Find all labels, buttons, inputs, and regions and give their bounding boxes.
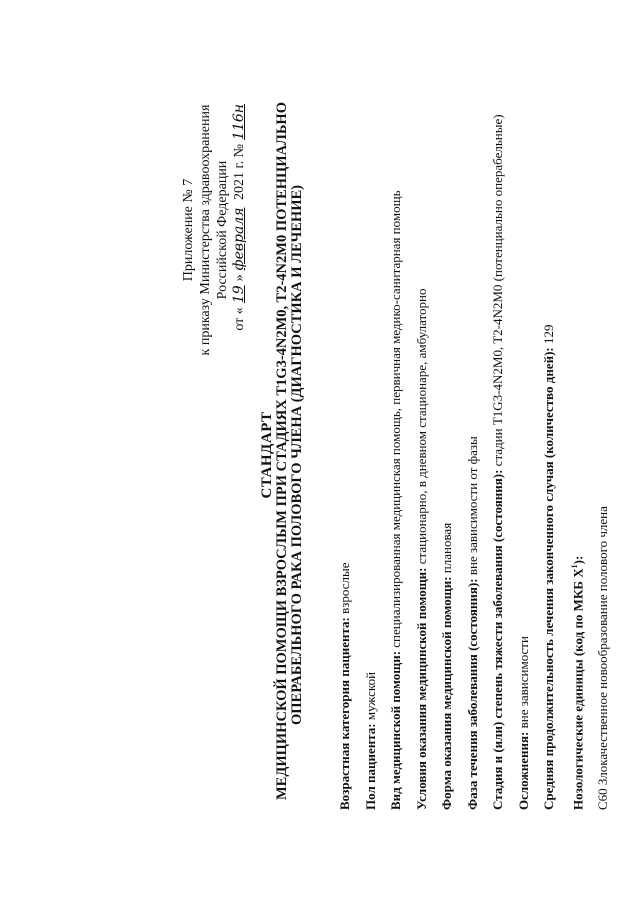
field-label: Средняя продолжительность лечения законченного случая (количество дней): — [541, 347, 556, 810]
icd-code-value: C60 Злокачественное новообразование полового члена — [595, 506, 611, 810]
order-date-line — [231, 100, 248, 360]
rotated-content — [150, 70, 611, 840]
field-label: Вид медицинской помощи: — [388, 650, 403, 810]
handwritten-month: февраля — [231, 207, 247, 271]
field-disease-stage — [485, 90, 511, 810]
field-value: специализированная медицинская помощь, первичная медико-санитарная помощь — [388, 190, 403, 651]
field-value: стадии T1G3-4N2M0, T2-4N2M0 (потенциально операбельные) — [490, 114, 505, 470]
field-sex — [358, 90, 384, 810]
field-icd-code — [590, 90, 616, 810]
field-value: стационарно, в дневном стационаре, амбулаторно — [413, 288, 429, 568]
field-care-conditions — [409, 90, 435, 810]
handwritten-order-number: 116н — [231, 104, 247, 140]
field-complications — [511, 90, 537, 810]
date-year: 2021 г. № — [232, 143, 247, 200]
field-label: Возрастная категория пациента: — [337, 617, 352, 810]
footnote-mark: 1 — [569, 564, 579, 569]
date-prefix: от « — [232, 307, 247, 331]
appendix-header — [180, 100, 248, 360]
field-label: Стадия и (или) степень тяжести заболевания (состояния): — [490, 469, 505, 810]
field-label: Осложнения: — [515, 731, 531, 810]
appendix-number: Приложение № 7 — [181, 178, 196, 282]
field-label: Форма оказания медицинской помощи: — [439, 576, 454, 810]
field-care-type — [383, 90, 409, 810]
order-reference: к приказу Министерства здравоохранения — [198, 104, 213, 356]
title-standard: СТАНДАРТ — [259, 411, 275, 499]
field-label: Пол пациента: — [362, 723, 378, 810]
field-label-tail: ): — [569, 555, 585, 565]
date-mid: » — [232, 274, 247, 282]
field-age-category — [332, 90, 358, 810]
field-disease-phase — [460, 90, 486, 810]
document-title — [259, 102, 305, 800]
standard-fields — [332, 90, 616, 810]
field-nosological-units — [562, 90, 591, 810]
field-avg-duration — [536, 90, 562, 810]
handwritten-day: 19 — [231, 285, 247, 304]
field-value: 129 — [541, 324, 556, 348]
title-line-3: ОПЕРАБЕЛЬНОГО РАКА ПОЛОВОГО ЧЛЕНА (ДИАГНОСТИКА И ЛЕЧЕНИЕ) — [289, 185, 305, 725]
field-label: Фаза течения заболевания (состояния): — [464, 578, 480, 810]
field-value: вне зависимости от фазы — [464, 436, 480, 579]
title-line-2: МЕДИЦИНСКОЙ ПОМОЩИ ВЗРОСЛЫМ ПРИ СТАДИЯХ T1G3-4N2M0, T2-4N2M0 ПОТЕНЦИАЛЬНО — [274, 102, 290, 800]
field-label: Нозологические единицы (код по МКБ X — [569, 568, 585, 810]
field-label: Условия оказания медицинской помощи: — [413, 567, 429, 810]
field-value: вне зависимости — [515, 636, 531, 732]
field-care-form — [434, 90, 460, 810]
ministry-country: Российской Федерации — [215, 160, 230, 300]
field-value: взрослые — [337, 562, 352, 618]
field-value: мужской — [362, 671, 378, 724]
field-value: плановая — [439, 522, 454, 577]
